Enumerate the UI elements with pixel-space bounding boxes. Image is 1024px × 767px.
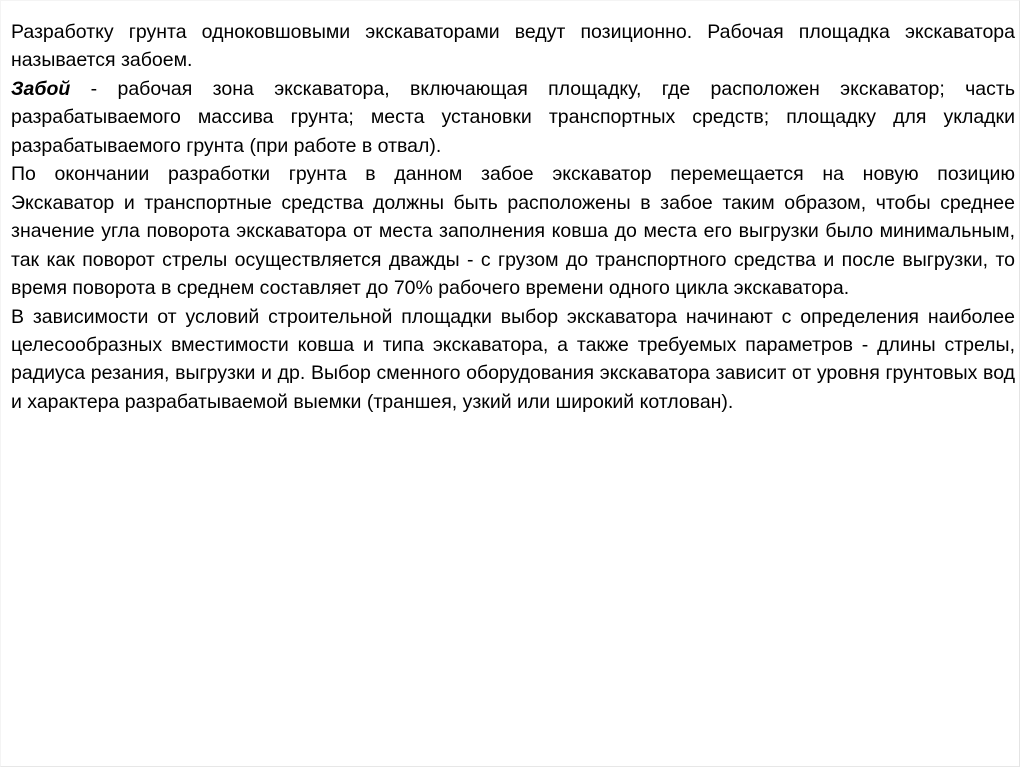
definition-term: Забой [11, 77, 71, 100]
paragraph-definition [11, 75, 1015, 160]
definition-body: - рабочая зона экскаватора, включающая площадку, где расположен экскаватор; часть разрабатываемого массива грунта; места установки транспортных средств; площадку для укладки разрабатываемого грунта (при работе в отвал). [11, 77, 1015, 157]
paragraph-selection: В зависимости от условий строительной площадки выбор экскаватора начинают с определения наиболее целесообразных вместимости ковша и типа экскаватора, а также требуемых параметров - длины стрелы, радиуса резания, выгрузки и др. Выбор сменного оборудования экскаватора зависит от уровня грунтовых вод и характера разрабатываемой выемки (траншея, узкий или широкий котлован). [11, 305, 1015, 413]
paragraph-reposition: По окончании разработки грунта в данном забое экскаватор перемещается на новую позицию [11, 163, 1015, 186]
text-block [11, 18, 1015, 416]
paragraph-intro: Разработку грунта одноковшовыми экскаваторами ведут позиционно. Рабочая площадка экскаватора называется забоем. [11, 21, 1015, 72]
paragraph-placement: Экскаватор и транспортные средства должны быть расположены в забое таким образом, чтобы среднее значение угла поворота экскаватора от места заполнения ковша до места его выгрузки было минимальным, так как поворот стрелы осуществляется дважды - с грузом до транспортного средства и после выгрузки, то время поворота в среднем составляет до 70% рабочего времени одного цикла экскаватора. [11, 191, 1015, 300]
